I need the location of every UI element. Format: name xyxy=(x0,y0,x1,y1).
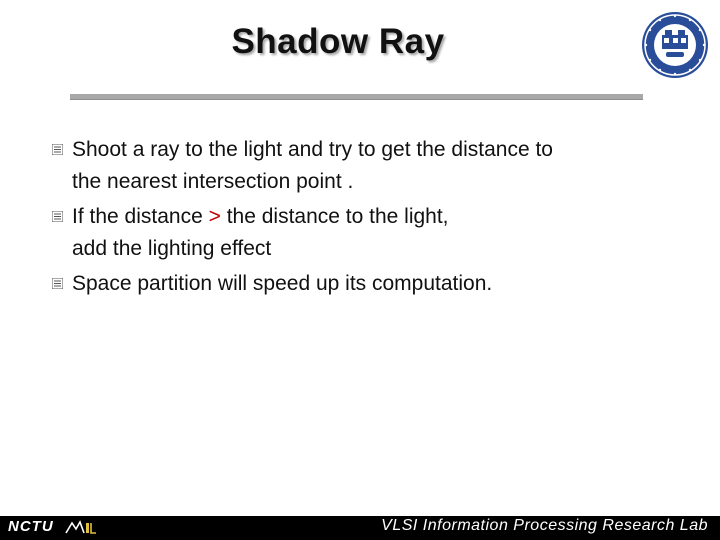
footer-bar xyxy=(0,516,720,540)
bullet-item xyxy=(52,268,692,300)
bullet-square-icon xyxy=(52,144,63,155)
bullet-square-icon xyxy=(52,278,63,289)
bullet-text-segment: the distance to the light, xyxy=(220,205,449,228)
bullet-item xyxy=(52,201,692,265)
bullet-item xyxy=(52,134,692,198)
bullet-text-line: add the lighting effect xyxy=(72,237,272,260)
footer-lab-label: VLSI Information Processing Research Lab xyxy=(381,517,708,534)
bullet-text-segment: If the distance xyxy=(72,205,209,228)
university-seal-icon xyxy=(640,10,710,80)
footer-university-label: NCTU xyxy=(8,518,54,535)
greater-than-symbol: > xyxy=(208,205,221,228)
lab-logo-icon xyxy=(64,519,98,537)
bullet-text-line: Shoot a ray to the light and try to get the distance to xyxy=(72,138,553,161)
bullet-list xyxy=(52,134,692,303)
bullet-square-icon xyxy=(52,211,63,222)
bullet-text-line: the nearest intersection point . xyxy=(72,170,354,193)
title-divider xyxy=(70,94,643,100)
bullet-text-line: Space partition will speed up its computation. xyxy=(72,272,493,295)
slide-title: Shadow Ray xyxy=(231,22,445,61)
